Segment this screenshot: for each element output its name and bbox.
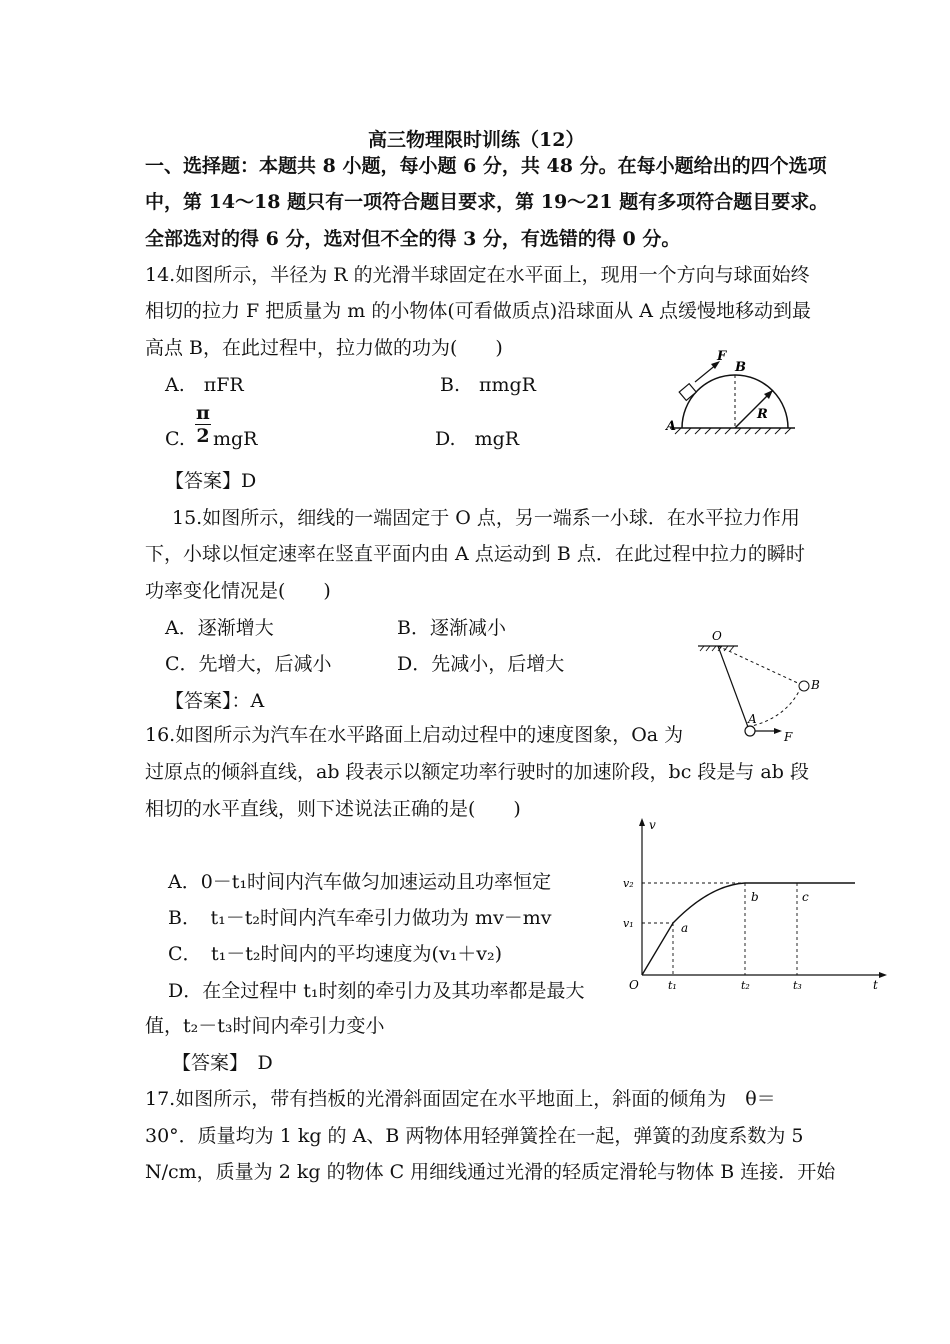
section-instructions-line3: 全部选对的得 6 分，选对但不全的得 3 分，有选错的得 0 分。 (145, 228, 681, 250)
q15-option-c: C．先增大，后减小 (165, 653, 332, 675)
q17-stem-line2: 30°．质量均为 1 kg 的 A、B 两物体用轻弹簧拴在一起，弹簧的劲度系数为 5 (145, 1125, 804, 1147)
q16-option-a: A．0－t₁时间内汽车做匀加速运动且功率恒定 (168, 871, 552, 893)
q15-pendulum-figure (690, 628, 830, 743)
q15-option-d: D．先减小，后增大 (397, 653, 565, 675)
q15-stem-line3: 功率变化情况是( ) (145, 580, 331, 602)
ball-B (799, 681, 809, 691)
t-axis-label: t (873, 978, 878, 992)
t2-label: t₂ (741, 979, 750, 992)
label-B: B (811, 678, 820, 692)
label-F: F (784, 730, 793, 743)
q15-answer: 【答案】：A (165, 690, 265, 712)
q14-option-c-numerator: π (196, 402, 210, 424)
q16-stem-line2: 过原点的倾斜直线，ab 段表示以额定功率行驶时的加速阶段，bc 段是与 ab 段 (145, 761, 809, 783)
t3-label: t₃ (793, 979, 802, 992)
q16-stem-line1: 16.如图所示为汽车在水平路面上启动过程中的速度图象，Oa 为 (145, 724, 684, 746)
q14-option-a: A. πFR (165, 374, 244, 396)
q15-option-a: A．逐渐增大 (165, 617, 274, 639)
small-block (679, 384, 696, 401)
label-B: B (735, 360, 746, 375)
q17-stem-line1: 17.如图所示，带有挡板的光滑斜面固定在水平地面上，斜面的倾角为 θ＝ (145, 1088, 776, 1110)
v-axis-label: v (649, 818, 656, 832)
q16-option-d-line2: 值，t₂－t₃时间内牵引力变小 (145, 1015, 385, 1037)
section-instructions-line2: 中，第 14～18 题只有一项符合题目要求，第 19～21 题有多项符合题目要求。 (145, 191, 829, 213)
string-to-A (718, 646, 748, 727)
label-A: A (666, 419, 677, 434)
q14-stem-line2: 相切的拉力 F 把质量为 m 的小物体(可看做质点)沿球面从 A 点缓慢地移动到最 (145, 300, 811, 322)
label-F: F (717, 350, 727, 364)
q14-stem-line3: 高点 B，在此过程中，拉力做的功为( ) (145, 337, 503, 359)
q15-stem-line1: 15.如图所示，细线的一端固定于 O 点，另一端系一小球．在水平拉力作用 (172, 507, 800, 529)
ball-A (745, 726, 755, 736)
q16-option-b: B． t₁－t₂时间内汽车牵引力做功为 mv－mv (168, 907, 552, 929)
q14-option-c-label: C. (165, 428, 185, 450)
q14-stem-line1: 14.如图所示，半径为 R 的光滑半球固定在水平面上，现用一个方向与球面始终 (145, 264, 810, 286)
q14-hemisphere-figure (665, 350, 810, 435)
q16-stem-line3: 相切的水平直线，则下述说法正确的是( ) (145, 798, 521, 820)
q14-option-c-denominator: 2 (196, 425, 210, 447)
q17-stem-line3: N/cm，质量为 2 kg 的物体 C 用细线通过光滑的轻质定滑轮与物体 B 连接．开始 (145, 1161, 836, 1183)
q16-velocity-time-graph (615, 815, 890, 995)
point-a-label: a (681, 921, 689, 935)
q14-option-c-fraction (195, 402, 211, 447)
label-R: R (757, 407, 768, 422)
point-c-label: c (802, 890, 809, 904)
point-b-label: b (751, 890, 759, 904)
q16-option-d-line1: D．在全过程中 t₁时刻的牵引力及其功率都是最大 (168, 980, 585, 1002)
origin-label: O (629, 978, 639, 992)
velocity-curve (642, 883, 855, 975)
q14-answer: 【答案】D (165, 470, 257, 492)
q14-option-b: B. πmgR (440, 374, 536, 396)
v1-label: v₁ (623, 917, 634, 930)
t1-label: t₁ (668, 979, 677, 992)
q16-answer: 【答案】 D (172, 1052, 273, 1074)
q16-option-c: C． t₁－t₂时间内的平均速度为(v₁＋v₂) (168, 943, 503, 965)
q15-option-b: B．逐渐减小 (397, 617, 506, 639)
v2-label: v₂ (623, 877, 634, 890)
section-instructions-line1: 一、选择题：本题共 8 小题，每小题 6 分，共 48 分。在每小题给出的四个选项 (145, 155, 827, 177)
label-O: O (712, 629, 722, 643)
q14-option-d: D. mgR (435, 428, 520, 450)
label-A: A (748, 712, 757, 726)
page-title: 高三物理限时训练（12） (368, 129, 585, 151)
q14-option-c-value: mgR (213, 428, 258, 450)
q15-stem-line2: 下，小球以恒定速率在竖直平面内由 A 点运动到 B 点．在此过程中拉力的瞬时 (145, 543, 805, 565)
